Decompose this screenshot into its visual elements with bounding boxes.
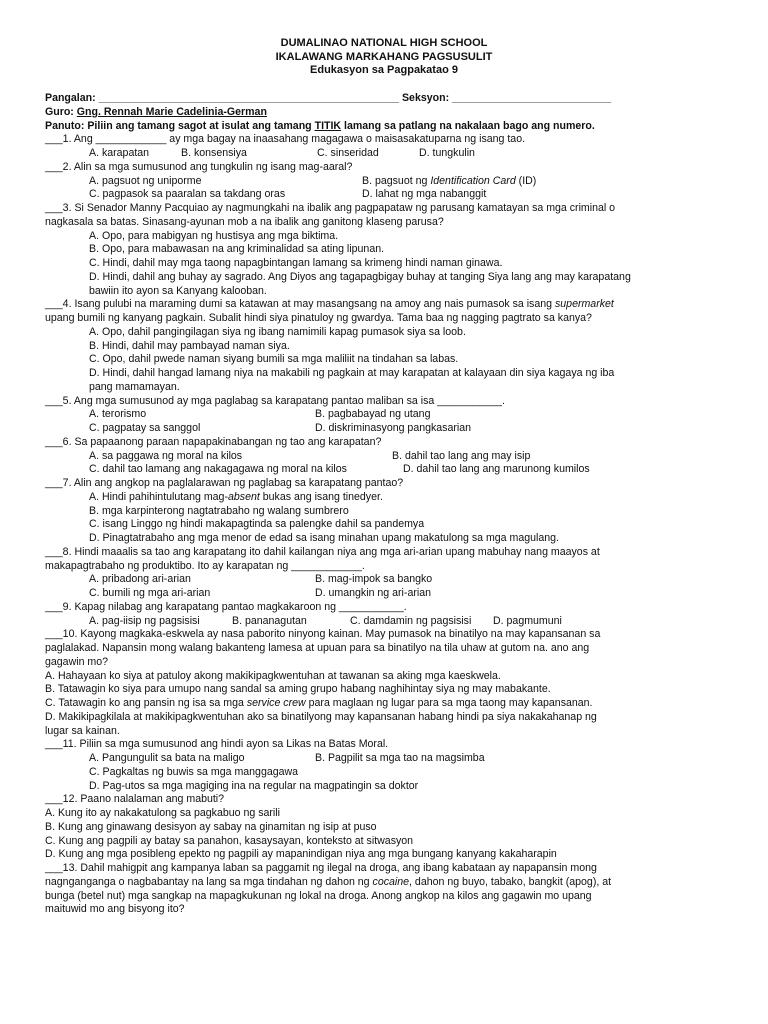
q10-choice-a: A. Hahayaan ko siya at patuloy akong makikipagkwentuhan at tawanan sa aking mga kaeskwela. [45, 669, 501, 682]
q5-choices-cd [45, 422, 725, 436]
name-section-line: Pangalan: ___________________________________________________ Seksyon: ___________________________ [45, 92, 612, 104]
q10-choice-c-italic: service crew [246, 697, 306, 709]
q10-stem-3: gagawin mo? [45, 655, 109, 668]
q6-stem: ___6. Sa papaanong paraan napapakinabangan ng tao ang karapatan? [45, 435, 382, 448]
q13-stem-2 [45, 876, 725, 890]
q4-choice-d-1: D. Hindi, dahil hangad lamang niya na makabili ng pagkain at may karapatan at kalayaan din siya kagaya ng iba [89, 367, 615, 379]
q2-choice-b-italic: Identification Card [430, 174, 516, 187]
q6-choices-ab [45, 450, 725, 464]
q10-choice-c-text: C. Tatawagin ko ang pansin ng isa sa mga [45, 697, 247, 709]
exam-title: IKALAWANG MARKAHANG PAGSUSULIT [275, 50, 493, 63]
q4-choice-d-2: pang mamamayan. [89, 380, 180, 393]
teacher-line [45, 106, 725, 120]
q2-choice-d: D. lahat ng mga nabanggit [362, 188, 487, 201]
q13-stem-4: maituwid mo ang bisyong ito? [45, 903, 185, 916]
q12-choice-b: B. Kung ang ginawang desisyon ay sabay na ginamitan ng isip at puso [45, 820, 377, 833]
q7-choice-a-text: A. Hindi pahihintulutang mag- [89, 490, 228, 503]
q7-choice-a-italic: absent [227, 490, 260, 503]
q8-choice-b: B. mag-impok sa bangko [315, 573, 433, 586]
q2-choice-c: C. pagpasok sa paaralan sa takdang oras [89, 188, 286, 201]
q13-stem-2-end: , dahon ng buyo, tabako, bangkit (apog), at [409, 875, 612, 888]
q3-choice-a: A. Opo, para mabigyan ng hustisya ang mga biktima. [89, 229, 339, 242]
q2-choice-b-text: B. pagsuot ng [362, 174, 431, 187]
q10-choice-d-2: lugar sa kainan. [45, 724, 120, 737]
q1-choice-d: D. tungkulin [419, 147, 475, 159]
q12-choice-d: D. Kung ang mga posibleng epekto ng pagpili ay mapanindigan niya ang mga bungang kanyang kakaharapin [45, 848, 557, 861]
q11-choice-b: B. Pagpilit sa mga tao na magsimba [315, 752, 485, 764]
directions-text: Panuto: Piliin ang tamang sagot at isulat ang tamang [45, 119, 315, 132]
q13-stem-2-italic: cocaine [372, 875, 410, 888]
q8-choices-ab [45, 573, 725, 587]
q4-choice-a: A. Opo, dahil pangingilagan siya ng ibang namimili kapag pumasok siya sa loob. [89, 325, 466, 338]
q5-choice-d: D. diskriminasyong pangkasarian [315, 422, 472, 434]
q13-stem-1: ___13. Dahil mahigpit ang kampanya laban sa paggamit ng ilegal na droga, ang ibang kabataan ay napapansin mong [45, 862, 597, 874]
q2-choice-b [362, 175, 536, 189]
q7-choice-d: D. Pinagtatrabaho ang mga menor de edad sa isang minahan upang makatulong sa mga magulang. [89, 532, 559, 544]
q5-choices-ab [45, 408, 725, 422]
directions-key: TITIK [314, 119, 342, 132]
q10-choice-c-end: para maglaan ng lugar para sa mga taong may kapansanan. [305, 697, 593, 709]
teacher-label: Guro: [45, 105, 77, 118]
q3-choice-d-2: bawiin ito ayon sa Kanyang kalooban. [89, 284, 267, 297]
q11-choice-c: C. Pagkaltas ng buwis sa mga manggagawa [89, 765, 299, 778]
q1-choice-c: C. sinseridad [317, 147, 379, 159]
q3-choice-b: B. Opo, para mabawasan na ang kriminalidad sa ating lipunan. [89, 243, 385, 256]
exam-body [45, 92, 725, 917]
q6-choices-cd [45, 463, 725, 477]
q8-stem-1: ___8. Hindi maaalis sa tao ang karapatang ito dahil kailangan niya ang mga ari-arian upang mabuhay nang maayos at [45, 545, 600, 558]
q2-choice-b-end: (ID) [515, 174, 537, 187]
q1-stem: ___1. Ang ____________ ay mga bagay na inaasahang magagawa o maisasakatuparna ng isang tao. [45, 133, 526, 146]
q6-choice-a: A. sa paggawa ng moral na kilos [89, 449, 243, 462]
q7-choice-c: C. isang Linggo ng hindi makapagtinda sa palengke dahil sa pandemya [89, 518, 425, 531]
q9-choice-b: B. pananagutan [232, 614, 307, 627]
directions [45, 120, 725, 134]
q12-choice-a: A. Kung ito ay nakakatulong sa pagkabuo ng sarili [45, 807, 280, 819]
q4-stem-text: ___4. Isang pulubi na maraming dumi sa katawan at may masangsang na amoy ang nais pumasok sa isang [45, 298, 555, 311]
q12-stem: ___12. Paano nalalaman ang mabuti? [45, 793, 225, 806]
q4-stem-1 [45, 298, 725, 312]
q8-choice-a: A. pribadong ari-arian [89, 573, 191, 586]
q13-stem-2-text: nagnganganga o nagbabantay na lang sa mga tindahan ng dahon ng [45, 875, 373, 888]
q4-stem-italic: supermarket [554, 298, 614, 311]
q4-choice-c: C. Opo, dahil pwede naman siyang bumili sa mga maliliit na tindahan sa labas. [89, 353, 459, 366]
q9-choice-a: A. pag-iisip ng pagsisisi [89, 614, 200, 627]
q7-choice-a [45, 491, 725, 505]
q3-choice-c: C. Hindi, dahil may mga taong napagbintangan lamang sa krimeng hindi naman ginawa. [89, 257, 503, 269]
q9-choices [45, 615, 725, 629]
q9-choice-c: C. damdamin ng pagsisisi [350, 614, 472, 627]
exam-header [0, 37, 768, 78]
q13-stem-3: bunga (betel nut) mga sangkap na mapagkukunan ng lokal na droga. Anong angkop na kilos ang gagawin mo upang [45, 889, 592, 902]
q2-stem: ___2. Alin sa mga sumusunod ang tungkulin ng isang mag-aaral? [45, 160, 353, 173]
q10-stem-2: paglalakad. Napansin mong walang bakanteng lamesa at upuan para sa binatilyo na tila uhaw at gutom na. ano ang [45, 642, 590, 654]
q10-stem-1: ___10. Kayong magkaka-eskwela ay nasa paborito ninyong kainan. May pumasok na binatilyo na may kapansanan sa [45, 628, 601, 641]
q1-choice-b: B. konsensiya [181, 147, 247, 159]
q9-stem: ___9. Kapag nilabag ang karapatang pantao magkakaroon ng ___________. [45, 600, 407, 613]
directions-text-end: lamang sa patlang na nakalaan bago ang numero. [341, 119, 595, 132]
q5-choice-b: B. pagbabayad ng utang [315, 408, 431, 421]
q5-choice-a: A. terorismo [89, 408, 147, 421]
q8-choice-d: D. umangkin ng ari-arian [315, 587, 431, 599]
q11-stem: ___11. Piliin sa mga sumusunod ang hindi ayon sa Likas na Batas Moral. [45, 738, 389, 751]
q3-choice-d-1: D. Hindi, dahil ang buhay ay sagrado. Ang Diyos ang tagapagbigay buhay at tanging Siya lang ang may karapatang [89, 270, 631, 283]
q11-choices-ab [45, 752, 725, 766]
teacher-name: Gng. Rennah Marie Cadelinia-German [76, 105, 267, 118]
q4-choice-b: B. Hindi, dahil may pambayad naman siya. [89, 339, 290, 352]
q5-stem: ___5. Ang mga sumusunod ay mga paglabag sa karapatang pantao maliban sa isa ___________. [45, 394, 505, 407]
q10-choice-c [45, 697, 725, 711]
q11-choice-d: D. Pag-utos sa mga magiging ina na regular na magpatingin sa doktor [89, 779, 419, 792]
q10-choice-b: B. Tatawagin ko siya para umupo nang sandal sa aming grupo habang naghihintay siya ng may mabakante. [45, 683, 551, 696]
q8-choice-c: C. bumili ng mga ari-arian [89, 587, 211, 599]
q11-choice-a: A. Pangungulit sa bata na maligo [89, 752, 245, 764]
q5-choice-c: C. pagpatay sa sanggol [89, 422, 201, 434]
q3-stem-1: ___3. Si Senador Manny Pacquiao ay nagmungkahi na ibalik ang pagpapataw ng parusang kamatayan sa mga criminal o [45, 202, 616, 214]
q10-choice-d-1: D. Makikipagkilala at makikipagkwentuhan ako sa binatilyong may kapansanan habang hindi pa siya nakakahanap ng [45, 710, 597, 723]
q2-choice-a: A. pagsuot ng uniporme [89, 174, 202, 187]
q8-stem-2: makapagtrabaho ng produktibo. Ito ay karapatan ng ____________. [45, 559, 365, 572]
q3-stem-2: nagkasala sa batas. Sinasang-ayunan mob a na ibalik ang ganitong klaseng parusa? [45, 215, 444, 228]
q6-choice-b: B. dahil tao lang ang may isip [392, 449, 531, 462]
school-name: DUMALINAO NATIONAL HIGH SCHOOL [280, 37, 488, 49]
q1-choice-a: A. karapatan [89, 147, 150, 159]
q1-choices [45, 147, 725, 161]
q6-choice-c: C. dahil tao lamang ang nakagagawa ng moral na kilos [89, 463, 347, 476]
q12-choice-c: C. Kung ang pagpili ay batay sa panahon, kasaysayan, konteksto at sitwasyon [45, 834, 414, 847]
q2-choices-cd [45, 188, 725, 202]
subject-title: Edukasyon sa Pagpakatao 9 [310, 64, 458, 76]
q7-choice-b: B. mga karpinterong nagtatrabaho ng walang sumbrero [89, 504, 349, 517]
q2-choices-ab [45, 175, 725, 189]
q7-stem: ___7. Alin ang angkop na paglalarawan ng paglabag sa karapatang pantao? [45, 477, 404, 489]
q4-stem-2: upang bumili ng kanyang pagkain. Subalit hindi siya pinatuloy ng gwardya. Tama baa ng nagging pagtrato sa kanya? [45, 312, 592, 324]
q7-choice-a-end: bukas ang isang tinedyer. [259, 490, 383, 503]
q8-choices-cd [45, 587, 725, 601]
q6-choice-d: D. dahil tao lang ang marunong kumilos [403, 463, 590, 476]
q9-choice-d: D. pagmumuni [493, 614, 562, 627]
